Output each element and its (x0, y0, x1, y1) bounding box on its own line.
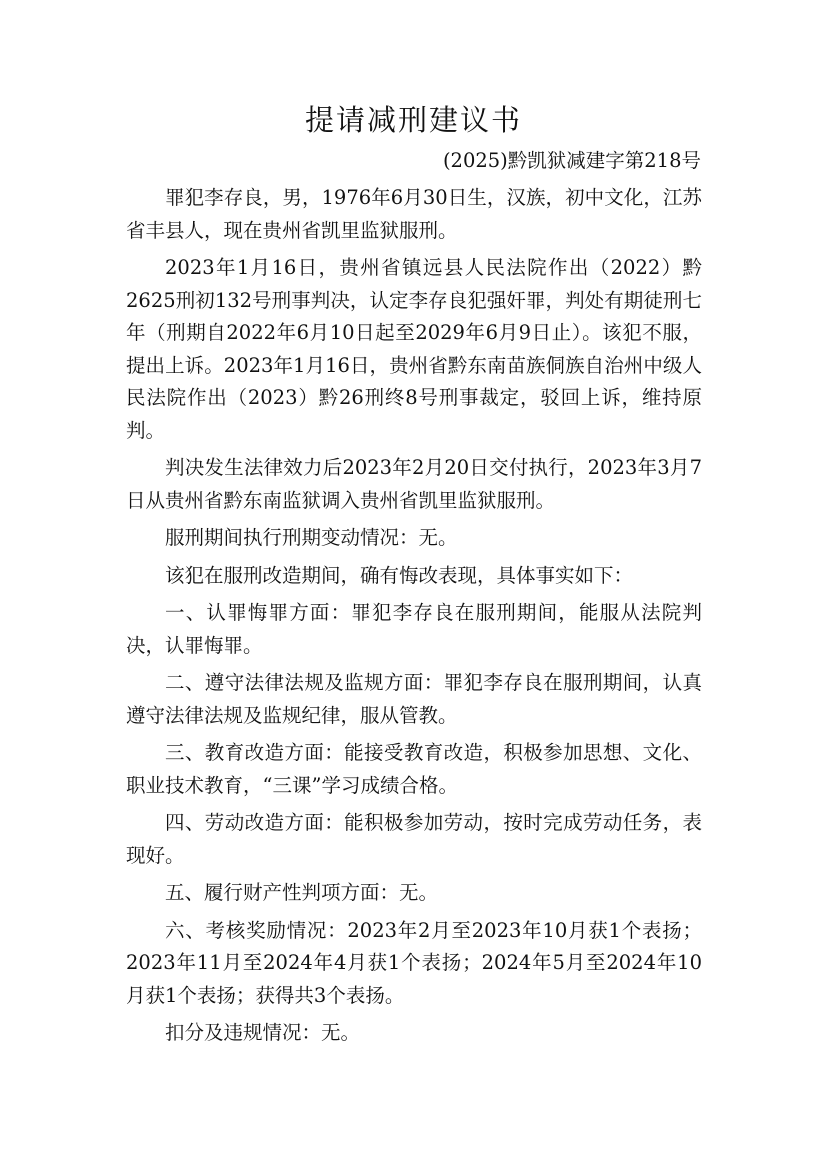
document-title: 提请减刑建议书 (304, 103, 522, 137)
paragraph-offender-info: 罪犯李存良，男，1976年6月30日生，汉族，初中文化，江苏省丰县人，现在贵州省凯里监狱服刑。 (126, 186, 702, 242)
paragraph-education: 三、教育改造方面：能接受教育改造，积极参加思想、文化、职业技术教育，“三课”学习成绩合格。 (126, 741, 702, 797)
paragraph-repentance-intro: 该犯在服刑改造期间，确有悔改表现，具体事实如下： (165, 563, 634, 587)
paragraph-labor: 四、劳动改造方面：能积极参加劳动，按时完成劳动任务，表现好。 (126, 811, 702, 867)
paragraph-property: 五、履行财产性判项方面：无。 (165, 881, 439, 904)
paragraph-discipline: 二、遵守法律法规及监规方面：罪犯李存良在服刑期间，认真遵守法律法规及监规纪律，服从管教。 (126, 671, 702, 727)
document-body (126, 182, 702, 1055)
paragraph-execution: 判决发生法律效力后2023年2月20日交付执行，2023年3月7日从贵州省黔东南监狱调入贵州省凯里监狱服刑。 (126, 456, 702, 512)
paragraph-violations: 扣分及违规情况：无。 (165, 1021, 361, 1044)
paragraph-rewards: 六、考核奖励情况：2023年2月至2023年10月获1个表扬；2023年11月至2024年4月获1个表扬；2024年5月至2024年10月获1个表扬；获得共3个表扬。 (126, 918, 702, 1007)
document-number: (2025)黔凯狱减建字第218号 (442, 149, 701, 172)
paragraph-plea: 一、认罪悔罪方面：罪犯李存良在服刑期间，能服从法院判决，认罪悔罪。 (126, 601, 702, 657)
paragraph-judgment: 2023年1月16日，贵州省镇远县人民法院作出（2022）黔2625刑初132号刑事判决，认定李存良犯强奸罪，判处有期徒刑七年（刑期自2022年6月10日起至2029年6月9日止）。该犯不服，提出上诉。2023年1月16日，贵州省黔东南苗族侗族自治州中级人民法院作出（2023）黔26刑终8号刑事裁定，驳回上诉，维持原判。 (126, 256, 702, 442)
paragraph-sentence-change: 服刑期间执行刑期变动情况：无。 (165, 526, 458, 549)
